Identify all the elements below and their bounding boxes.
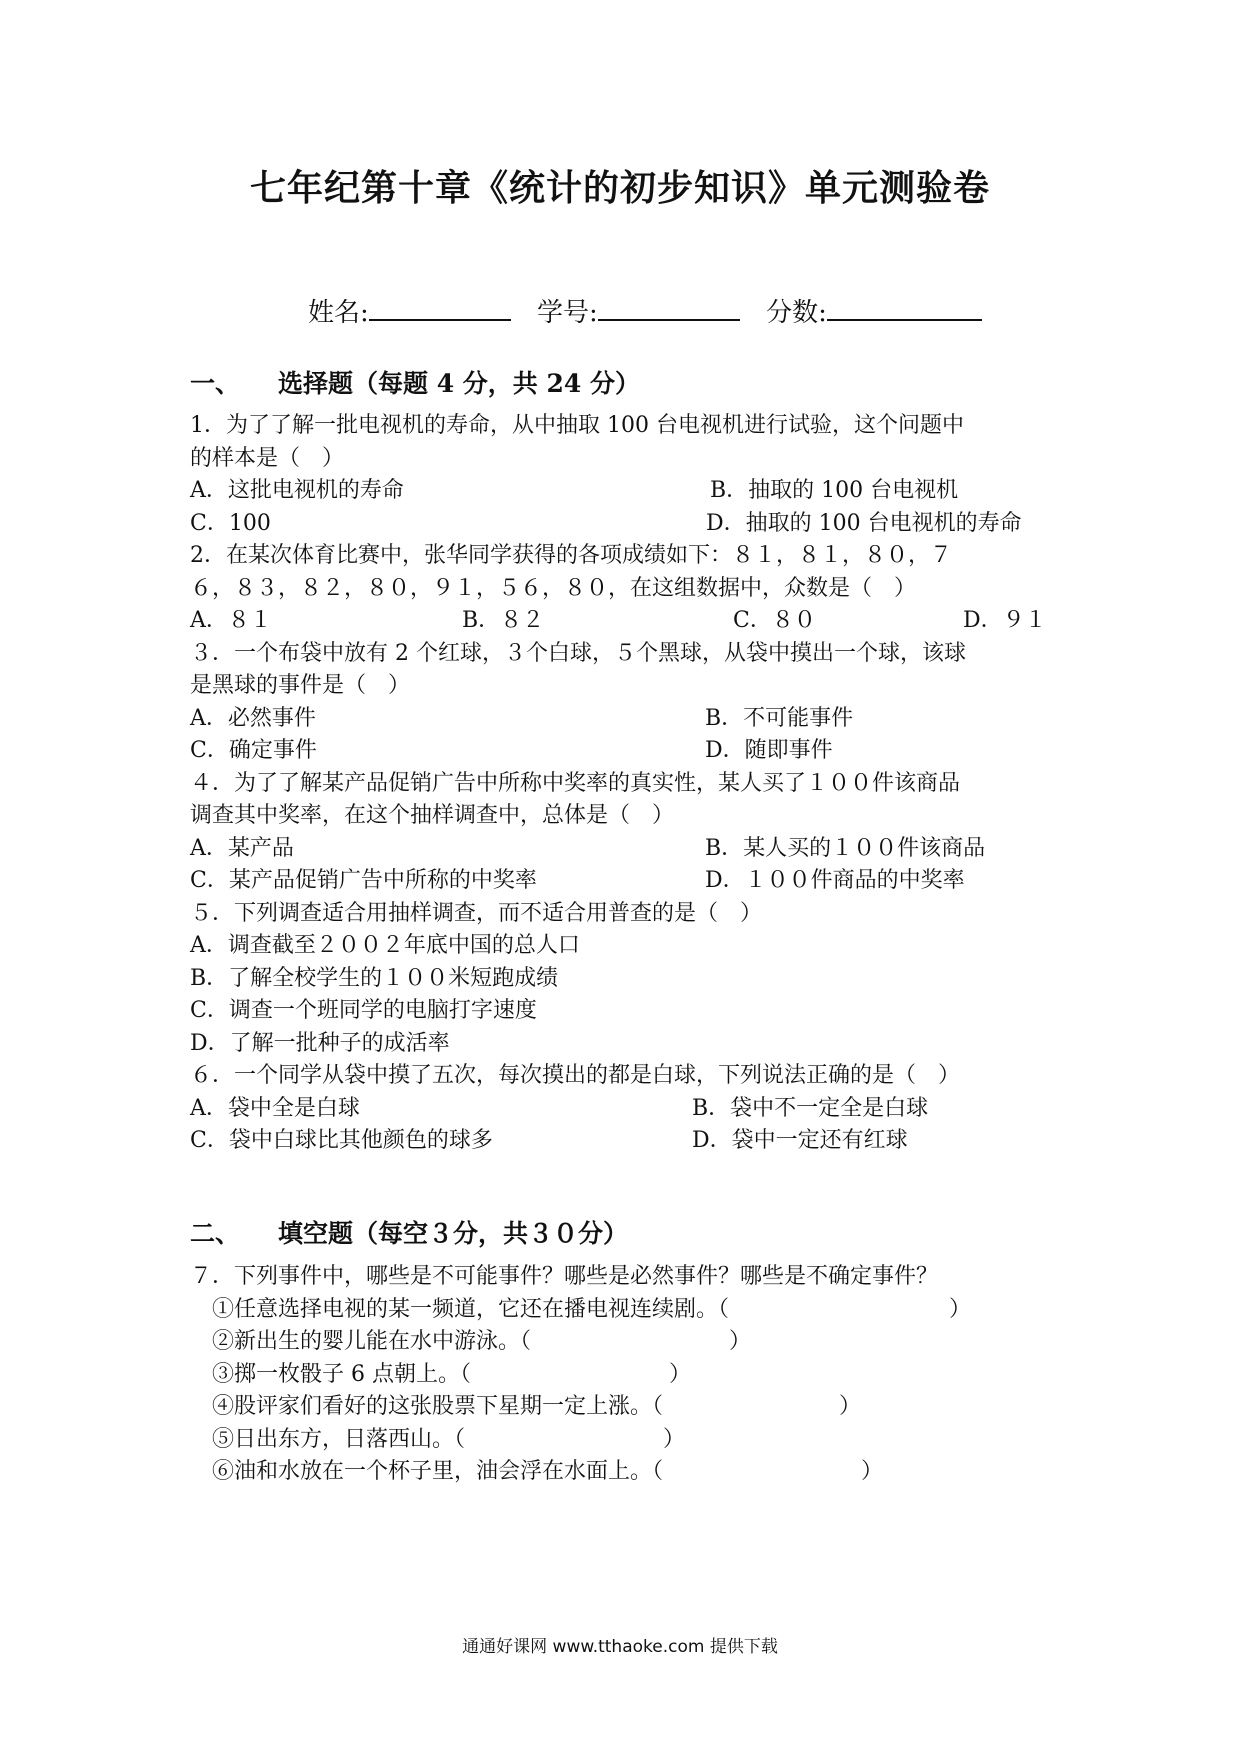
name-field: [308, 292, 511, 329]
q6-option-c: C．袋中白球比其他颜色的球多: [190, 1128, 493, 1153]
section-2-title: 填空题（每空３分，共３０分）: [278, 1219, 629, 1248]
page-title: 七年纪第十章《统计的初步知识》单元测验卷: [249, 167, 990, 209]
q1-option-b: B．抽取的 100 台电视机: [710, 478, 959, 503]
q3-options-row-1: [190, 703, 1060, 736]
q7-item-5[interactable]: ⑤日出东方，日落西山。（ ）: [212, 1426, 686, 1452]
score-field: [766, 292, 982, 329]
q6-options-row-1: [190, 1093, 1060, 1126]
q7-item-6[interactable]: ⑥油和水放在一个杯子里，油会浮在水面上。（ ）: [212, 1459, 884, 1484]
q1-stem-line-2: 的样本是（ ）: [190, 445, 345, 471]
q3-options-row-2: [190, 735, 1060, 768]
student-id-field: [537, 292, 740, 329]
q4-option-a: A．某产品: [190, 835, 294, 861]
q1-options-row-1: [190, 475, 1060, 508]
student-id-blank[interactable]: [598, 297, 740, 321]
q4-option-b: B．某人买的１００件该商品: [705, 835, 986, 861]
q1-option-c: C．100: [190, 510, 271, 536]
section-2-number: 二、: [190, 1219, 241, 1248]
q7-item-2[interactable]: ②新出生的婴儿能在水中游泳。（ ）: [212, 1329, 752, 1354]
name-label: 姓名:: [308, 298, 369, 328]
student-info-row: [308, 292, 1000, 329]
q5-stem: ５．下列调查适合用抽样调查，而不适合用普查的是（ ）: [190, 900, 763, 926]
q2-options-row: [190, 605, 1060, 638]
q3-option-c: C．确定事件: [190, 738, 317, 763]
q2-stem-line-2: ６，８３，８２，８０，９１，５６，８０，在这组数据中，众数是（ ）: [190, 575, 917, 601]
q4-stem-line-1: ４．为了了解某产品促销广告中所称中奖率的真实性，某人买了１００件该商品: [190, 770, 961, 796]
q3-option-d: D．随即事件: [705, 738, 833, 763]
name-blank[interactable]: [369, 297, 511, 321]
section-1-number: 一、: [190, 369, 241, 398]
q5-option-c: C．调查一个班同学的电脑打字速度: [190, 998, 537, 1023]
q4-option-c: C．某产品促销广告中所称的中奖率: [190, 868, 537, 893]
student-id-label: 学号:: [537, 298, 598, 328]
q6-option-a: A．袋中全是白球: [190, 1095, 360, 1121]
q2-option-d: D．９１: [963, 608, 1047, 633]
q4-options-row-2: [190, 865, 1060, 898]
q3-stem-line-2: 是黑球的事件是（ ）: [190, 673, 411, 698]
section-2-heading: [190, 1214, 628, 1250]
q1-options-row-2: [190, 508, 1060, 541]
q5-option-d: D．了解一批种子的成活率: [190, 1030, 450, 1056]
q1-option-a: A．这批电视机的寿命: [190, 478, 404, 503]
section-1-questions: [190, 410, 1060, 1158]
q1-stem-line-1: 1．为了了解一批电视机的寿命，从中抽取 100 台电视机进行试验，这个问题中: [190, 413, 964, 438]
q5-option-b: B．了解全校学生的１００米短跑成绩: [190, 965, 559, 991]
q7-item-4[interactable]: ④股评家们看好的这张股票下星期一定上涨。（ ）: [212, 1394, 862, 1419]
q4-stem-line-2: 调查其中奖率，在这个抽样调查中，总体是（ ）: [190, 803, 675, 828]
q6-option-d: D．袋中一定还有红球: [692, 1128, 908, 1153]
q4-option-d: D．１００件商品的中奖率: [705, 868, 965, 893]
q6-option-b: B．袋中不一定全是白球: [692, 1095, 929, 1121]
q2-stem-line-1: 2．在某次体育比赛中，张华同学获得的各项成绩如下：８１，８１，８０，７: [190, 543, 952, 568]
q7-stem: ７．下列事件中，哪些是不可能事件？哪些是必然事件？哪些是不确定事件？: [190, 1264, 939, 1289]
q3-stem-line-1: ３．一个布袋中放有 2 个红球，３个白球，５个黑球，从袋中摸出一个球，该球: [190, 640, 966, 666]
q3-option-b: B．不可能事件: [705, 705, 854, 731]
q3-option-a: A．必然事件: [190, 705, 316, 731]
q5-option-a: A．调查截至２００２年底中国的总人口: [190, 933, 580, 958]
q2-option-b: B．８２: [462, 608, 545, 633]
section-1-heading: [190, 364, 640, 400]
score-label: 分数:: [766, 298, 827, 328]
q7-item-3[interactable]: ③掷一枚骰子 6 点朝上。（ ）: [212, 1361, 691, 1387]
q1-option-d: D．抽取的 100 台电视机的寿命: [706, 510, 1022, 536]
q2-option-c: C．８０: [733, 608, 816, 633]
q4-options-row-1: [190, 833, 1060, 866]
section-1-title: 选择题（每题 4 分，共 24 分）: [278, 369, 641, 398]
q7-item-1[interactable]: ①任意选择电视的某一频道，它还在播电视连续剧。（ ）: [212, 1296, 972, 1322]
section-2-questions: [190, 1261, 1060, 1489]
q2-option-a: A．８１: [190, 608, 272, 633]
q6-stem: ６．一个同学从袋中摸了五次，每次摸出的都是白球，下列说法正确的是（ ）: [190, 1063, 961, 1088]
score-blank[interactable]: [827, 297, 982, 321]
q6-options-row-2: [190, 1125, 1060, 1158]
footer-source: 通通好课网 www.tthaoke.com 提供下载: [462, 1637, 778, 1657]
